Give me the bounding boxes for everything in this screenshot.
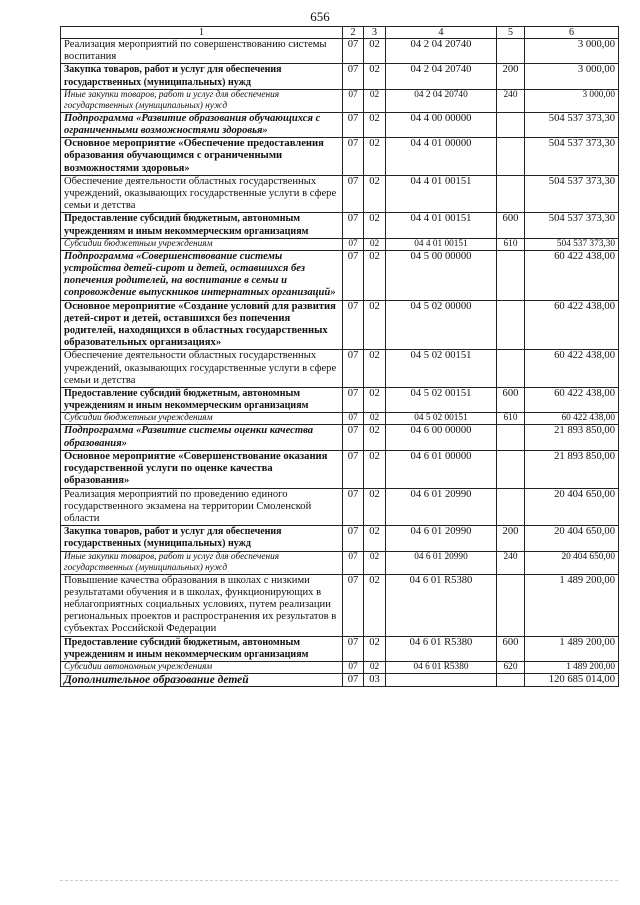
row-name-cell: Повышение качества образования в школах с низкими результатами обучения и в школах, функционирующих в неблагоприятных социальных условиях, путем реализации региональных проектов и распространения их результатов в субъектах Российской Федерации bbox=[61, 574, 343, 636]
table-row bbox=[61, 175, 619, 213]
table-row bbox=[61, 425, 619, 450]
row-name-cell: Предоставление субсидий бюджетным, автономным учреждениям и иным некоммерческим организациям bbox=[61, 636, 343, 661]
table-row bbox=[61, 138, 619, 176]
row-name-cell: Иные закупки товаров, работ и услуг для обеспечения государственных (муниципальных) нужд bbox=[61, 89, 343, 112]
section-code-cell: 07 bbox=[343, 138, 364, 176]
section-code-cell: 07 bbox=[343, 64, 364, 89]
amount-cell: 3 000,00 bbox=[525, 64, 619, 89]
row-name-cell: Закупка товаров, работ и услуг для обеспечения государственных (муниципальных) нужд bbox=[61, 526, 343, 551]
table-row bbox=[61, 551, 619, 574]
expense-type-cell: 600 bbox=[497, 213, 525, 238]
subsection-code-cell: 02 bbox=[364, 526, 386, 551]
expense-type-cell bbox=[497, 138, 525, 176]
target-article-cell: 04 6 01 R5380 bbox=[386, 636, 497, 661]
target-article-cell: 04 5 02 00151 bbox=[386, 413, 497, 425]
section-code-cell: 07 bbox=[343, 300, 364, 350]
section-code-cell: 07 bbox=[343, 388, 364, 413]
row-name-cell: Основное мероприятие «Создание условий для развития детей-сирот и детей, оставшихся без попечения родителей, находящихся в областных государственных образовательных организациях» bbox=[61, 300, 343, 350]
amount-cell: 120 685 014,00 bbox=[525, 673, 619, 686]
section-code-cell: 07 bbox=[343, 112, 364, 137]
expense-type-cell: 200 bbox=[497, 64, 525, 89]
section-code-cell: 07 bbox=[343, 39, 364, 64]
target-article-cell: 04 6 01 R5380 bbox=[386, 661, 497, 673]
column-header: 5 bbox=[497, 27, 525, 39]
section-code-cell: 07 bbox=[343, 425, 364, 450]
target-article-cell: 04 5 00 00000 bbox=[386, 250, 497, 300]
subsection-code-cell: 02 bbox=[364, 388, 386, 413]
row-name-cell: Предоставление субсидий бюджетным, автономным учреждениям и иным некоммерческим организациям bbox=[61, 388, 343, 413]
amount-cell: 504 537 373,30 bbox=[525, 112, 619, 137]
amount-cell: 504 537 373,30 bbox=[525, 138, 619, 176]
expense-type-cell: 600 bbox=[497, 636, 525, 661]
column-header: 4 bbox=[386, 27, 497, 39]
section-code-cell: 07 bbox=[343, 450, 364, 488]
section-code-cell: 07 bbox=[343, 661, 364, 673]
budget-table bbox=[60, 26, 619, 687]
column-header: 1 bbox=[61, 27, 343, 39]
expense-type-cell: 240 bbox=[497, 89, 525, 112]
subsection-code-cell: 02 bbox=[364, 661, 386, 673]
section-code-cell: 07 bbox=[343, 213, 364, 238]
target-article-cell: 04 4 01 00000 bbox=[386, 138, 497, 176]
table-row bbox=[61, 526, 619, 551]
column-header: 3 bbox=[364, 27, 386, 39]
table-row bbox=[61, 238, 619, 250]
expense-type-cell bbox=[497, 673, 525, 686]
table-row bbox=[61, 213, 619, 238]
row-name-cell: Дополнительное образование детей bbox=[61, 673, 343, 686]
section-code-cell: 07 bbox=[343, 488, 364, 526]
amount-cell: 60 422 438,00 bbox=[525, 250, 619, 300]
subsection-code-cell: 02 bbox=[364, 213, 386, 238]
page-bottom-edge bbox=[60, 880, 618, 881]
target-article-cell: 04 6 01 20990 bbox=[386, 526, 497, 551]
amount-cell: 1 489 200,00 bbox=[525, 574, 619, 636]
subsection-code-cell: 02 bbox=[364, 413, 386, 425]
row-name-cell: Иные закупки товаров, работ и услуг для обеспечения государственных (муниципальных) нужд bbox=[61, 551, 343, 574]
expense-type-cell bbox=[497, 175, 525, 213]
table-row bbox=[61, 636, 619, 661]
subsection-code-cell: 02 bbox=[364, 636, 386, 661]
table-header-row bbox=[61, 27, 619, 39]
subsection-code-cell: 02 bbox=[364, 350, 386, 388]
amount-cell: 20 404 650,00 bbox=[525, 488, 619, 526]
amount-cell: 504 537 373,30 bbox=[525, 238, 619, 250]
row-name-cell: Реализация мероприятий по проведению единого государственного экзамена на территории Смоленской области bbox=[61, 488, 343, 526]
row-name-cell: Обеспечение деятельности областных государственных учреждений, оказывающих государственные услуги в сфере семьи и детства bbox=[61, 175, 343, 213]
expense-type-cell bbox=[497, 574, 525, 636]
expense-type-cell bbox=[497, 112, 525, 137]
amount-cell: 1 489 200,00 bbox=[525, 661, 619, 673]
column-header: 2 bbox=[343, 27, 364, 39]
column-header: 6 bbox=[525, 27, 619, 39]
row-name-cell: Обеспечение деятельности областных государственных учреждений, оказывающих государственные услуги в сфере семьи и детства bbox=[61, 350, 343, 388]
target-article-cell: 04 5 02 00151 bbox=[386, 350, 497, 388]
expense-type-cell: 240 bbox=[497, 551, 525, 574]
expense-type-cell: 200 bbox=[497, 526, 525, 551]
expense-type-cell: 610 bbox=[497, 413, 525, 425]
subsection-code-cell: 02 bbox=[364, 574, 386, 636]
target-article-cell: 04 5 02 00151 bbox=[386, 388, 497, 413]
subsection-code-cell: 02 bbox=[364, 175, 386, 213]
target-article-cell: 04 5 02 00000 bbox=[386, 300, 497, 350]
target-article-cell: 04 4 01 00151 bbox=[386, 175, 497, 213]
subsection-code-cell: 02 bbox=[364, 238, 386, 250]
subsection-code-cell: 02 bbox=[364, 138, 386, 176]
expense-type-cell: 600 bbox=[497, 388, 525, 413]
target-article-cell: 04 4 01 00151 bbox=[386, 213, 497, 238]
row-name-cell: Реализация мероприятий по совершенствованию системы воспитания bbox=[61, 39, 343, 64]
expense-type-cell bbox=[497, 450, 525, 488]
amount-cell: 60 422 438,00 bbox=[525, 388, 619, 413]
section-code-cell: 07 bbox=[343, 574, 364, 636]
row-name-cell: Подпрограмма «Развитие образования обучающихся с ограниченными возможностями здоровья» bbox=[61, 112, 343, 137]
table-row bbox=[61, 388, 619, 413]
section-code-cell: 07 bbox=[343, 175, 364, 213]
target-article-cell: 04 6 01 20990 bbox=[386, 551, 497, 574]
subsection-code-cell: 02 bbox=[364, 89, 386, 112]
target-article-cell: 04 4 01 00151 bbox=[386, 238, 497, 250]
table-row bbox=[61, 250, 619, 300]
row-name-cell: Субсидии автономным учреждениям bbox=[61, 661, 343, 673]
target-article-cell: 04 6 01 00000 bbox=[386, 450, 497, 488]
row-name-cell: Основное мероприятие «Обеспечение предоставления образования обучающимся с ограниченными возможностями здоровья» bbox=[61, 138, 343, 176]
amount-cell: 504 537 373,30 bbox=[525, 175, 619, 213]
amount-cell: 1 489 200,00 bbox=[525, 636, 619, 661]
amount-cell: 60 422 438,00 bbox=[525, 350, 619, 388]
row-name-cell: Закупка товаров, работ и услуг для обеспечения государственных (муниципальных) нужд bbox=[61, 64, 343, 89]
amount-cell: 504 537 373,30 bbox=[525, 213, 619, 238]
target-article-cell: 04 2 04 20740 bbox=[386, 39, 497, 64]
table-row bbox=[61, 574, 619, 636]
section-code-cell: 07 bbox=[343, 551, 364, 574]
amount-cell: 21 893 850,00 bbox=[525, 450, 619, 488]
expense-type-cell bbox=[497, 488, 525, 526]
table-row bbox=[61, 89, 619, 112]
row-name-cell: Субсидии бюджетным учреждениям bbox=[61, 238, 343, 250]
table-row bbox=[61, 64, 619, 89]
table-row bbox=[61, 661, 619, 673]
amount-cell: 21 893 850,00 bbox=[525, 425, 619, 450]
row-name-cell: Подпрограмма «Развитие системы оценки качества образования» bbox=[61, 425, 343, 450]
expense-type-cell: 620 bbox=[497, 661, 525, 673]
subsection-code-cell: 02 bbox=[364, 300, 386, 350]
section-code-cell: 07 bbox=[343, 526, 364, 551]
table-row bbox=[61, 300, 619, 350]
amount-cell: 60 422 438,00 bbox=[525, 300, 619, 350]
section-code-cell: 07 bbox=[343, 413, 364, 425]
target-article-cell: 04 6 01 20990 bbox=[386, 488, 497, 526]
target-article-cell: 04 2 04 20740 bbox=[386, 89, 497, 112]
amount-cell: 60 422 438,00 bbox=[525, 413, 619, 425]
row-name-cell: Подпрограмма «Совершенствование системы устройства детей-сирот и детей, оставшихся без попечения родителей, на воспитание в семьи и сопровождение выпускников интернатных организаций» bbox=[61, 250, 343, 300]
amount-cell: 3 000,00 bbox=[525, 89, 619, 112]
table-row bbox=[61, 488, 619, 526]
expense-type-cell bbox=[497, 39, 525, 64]
amount-cell: 3 000,00 bbox=[525, 39, 619, 64]
subsection-code-cell: 02 bbox=[364, 450, 386, 488]
expense-type-cell bbox=[497, 300, 525, 350]
section-code-cell: 07 bbox=[343, 673, 364, 686]
subsection-code-cell: 02 bbox=[364, 250, 386, 300]
subsection-code-cell: 02 bbox=[364, 39, 386, 64]
expense-type-cell bbox=[497, 250, 525, 300]
subsection-code-cell: 03 bbox=[364, 673, 386, 686]
expense-type-cell: 610 bbox=[497, 238, 525, 250]
subsection-code-cell: 02 bbox=[364, 551, 386, 574]
table-row bbox=[61, 673, 619, 686]
section-code-cell: 07 bbox=[343, 238, 364, 250]
amount-cell: 20 404 650,00 bbox=[525, 551, 619, 574]
section-code-cell: 07 bbox=[343, 350, 364, 388]
table-row bbox=[61, 112, 619, 137]
target-article-cell: 04 6 00 00000 bbox=[386, 425, 497, 450]
expense-type-cell bbox=[497, 350, 525, 388]
table-row bbox=[61, 413, 619, 425]
page-number: 656 bbox=[310, 9, 330, 24]
row-name-cell: Субсидии бюджетным учреждениям bbox=[61, 413, 343, 425]
target-article-cell: 04 2 04 20740 bbox=[386, 64, 497, 89]
target-article-cell bbox=[386, 673, 497, 686]
table-row bbox=[61, 350, 619, 388]
row-name-cell: Предоставление субсидий бюджетным, автономным учреждениям и иным некоммерческим организациям bbox=[61, 213, 343, 238]
section-code-cell: 07 bbox=[343, 89, 364, 112]
subsection-code-cell: 02 bbox=[364, 112, 386, 137]
subsection-code-cell: 02 bbox=[364, 425, 386, 450]
section-code-cell: 07 bbox=[343, 250, 364, 300]
subsection-code-cell: 02 bbox=[364, 488, 386, 526]
amount-cell: 20 404 650,00 bbox=[525, 526, 619, 551]
section-code-cell: 07 bbox=[343, 636, 364, 661]
target-article-cell: 04 6 01 R5380 bbox=[386, 574, 497, 636]
subsection-code-cell: 02 bbox=[364, 64, 386, 89]
target-article-cell: 04 4 00 00000 bbox=[386, 112, 497, 137]
table-row bbox=[61, 450, 619, 488]
table-row bbox=[61, 39, 619, 64]
expense-type-cell bbox=[497, 425, 525, 450]
row-name-cell: Основное мероприятие «Совершенствование оказания государственной услуги по оценке качества образования» bbox=[61, 450, 343, 488]
